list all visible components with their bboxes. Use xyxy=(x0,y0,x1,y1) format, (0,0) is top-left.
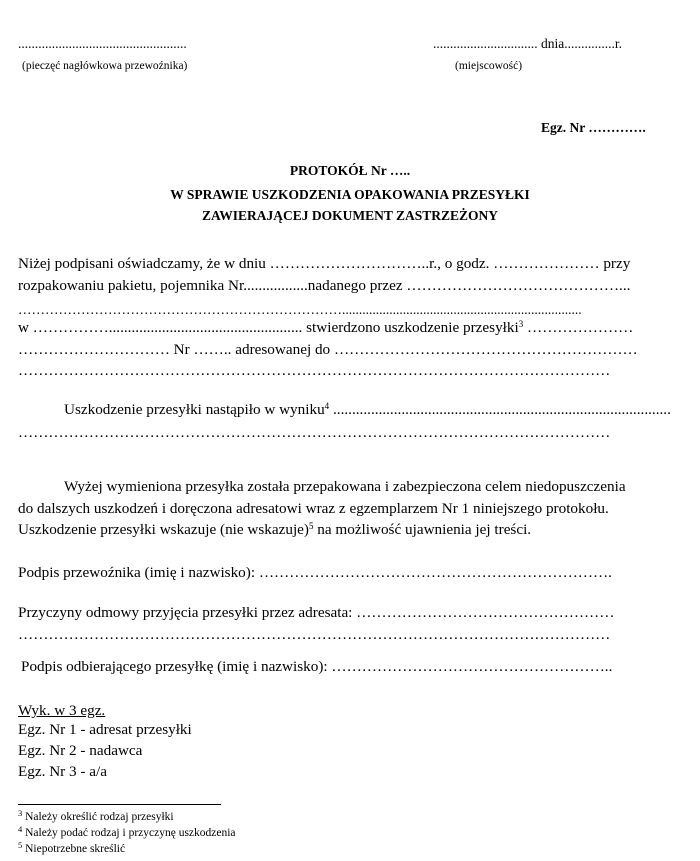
refusal-reason-line2: ……………………………………………………………………………………………………… xyxy=(18,626,611,643)
p3-line3 xyxy=(18,521,531,539)
place-dots: ............................... xyxy=(433,36,538,51)
footnote-ref-4: 4 xyxy=(324,401,330,411)
footnote-ref-3: 3 xyxy=(518,319,524,329)
date-word: dnia xyxy=(541,36,565,51)
refusal-reason-line1: Przyczyny odmowy przyjęcia przesyłki przez adresata: …………………………………………… xyxy=(18,604,615,621)
footnote-ref-5: 5 xyxy=(308,521,314,531)
distribution-item: Egz. Nr 3 - a/a xyxy=(18,763,107,780)
footnote-separator xyxy=(18,804,221,805)
recipient-signature-line: Podpis odbierającego przesyłkę (imię i nazwisko): ……………………………………………….. xyxy=(21,658,613,675)
date-dots: ............... xyxy=(564,36,615,51)
p1-line5: ………………………… Nr …….. adresowanej do …………………………………………………… xyxy=(18,341,638,358)
p1-line4 xyxy=(18,319,633,337)
place-caption: (miejscowość) xyxy=(455,60,523,72)
p1-line6: ……………………………………………………………………………………………………… xyxy=(18,362,611,379)
p3-line3-text: Uszkodzenie przesyłki wskazuje (nie wskazuje) xyxy=(18,521,309,538)
p2-line2: ……………………………………………………………………………………………………… xyxy=(18,424,611,441)
footnote-3 xyxy=(18,808,174,823)
p1-line2: rozpakowaniu pakietu, pojemnika Nr.................nadanego przez ……………………………………... xyxy=(18,277,631,294)
p1-line4-text: w ……………................................................... stwierdzono uszkodzenie przesyłki xyxy=(18,319,519,336)
footnote-text: Niepotrzebne skreślić xyxy=(25,843,126,855)
protocol-subject-line2: ZAWIERAJĄCEJ DOKUMENT ZASTRZEŻONY xyxy=(201,208,499,223)
p1-line1: Niżej podpisani oświadczamy, że w dniu …………………………..r., o godz. ………………… przy xyxy=(18,255,631,272)
p2-line1 xyxy=(64,401,671,419)
protocol-subject-line1: W SPRAWIE USZKODZENIA OPAKOWANIA PRZESYŁKI xyxy=(170,187,530,202)
distribution-heading: Wyk. w 3 egz. xyxy=(18,702,106,719)
year-suffix: r. xyxy=(614,36,623,51)
footnote-number: 5 xyxy=(18,840,23,850)
p2-line1-text: Uszkodzenie przesyłki nastąpiło w wyniku xyxy=(64,401,325,418)
p3-line3-rest: na możliwość ujawnienia jej treści. xyxy=(313,521,532,538)
footnote-4 xyxy=(18,824,236,839)
p1-line3: ………………………………………………………………....................................................................... xyxy=(18,302,582,317)
p2-line1-dots: ......................................................................................... xyxy=(329,401,671,418)
footnote-text: Należy określić rodzaj przesyłki xyxy=(25,811,174,823)
footnote-number: 4 xyxy=(18,824,23,834)
copy-number: Egz. Nr …………. xyxy=(541,120,646,135)
p3-line2: do dalszych uszkodzeń i doręczona adresatowi wraz z egzemplarzem Nr 1 niniejszego protokołu. xyxy=(18,500,609,517)
stamp-line: .................................................. xyxy=(18,36,187,51)
distribution-item: Egz. Nr 2 - nadawca xyxy=(18,742,143,759)
distribution-item: Egz. Nr 1 - adresat przesyłki xyxy=(18,721,192,738)
footnote-number: 3 xyxy=(18,808,23,818)
p1-line4-dots: ………………… xyxy=(523,319,634,336)
footnote-text: Należy podać rodzaj i przyczynę uszkodzenia xyxy=(25,827,236,839)
carrier-signature-line: Podpis przewoźnika (imię i nazwisko): ……………………………………………………………. xyxy=(18,564,612,581)
stamp-caption: (pieczęć nagłówkowa przewoźnika) xyxy=(22,60,188,72)
p3-line1: Wyżej wymieniona przesyłka została przepakowana i zabezpieczona celem niedopuszczenia xyxy=(64,478,626,495)
place-date-line xyxy=(433,36,622,52)
protocol-title: PROTOKÓŁ Nr ….. xyxy=(289,163,411,178)
footnote-5 xyxy=(18,840,126,855)
